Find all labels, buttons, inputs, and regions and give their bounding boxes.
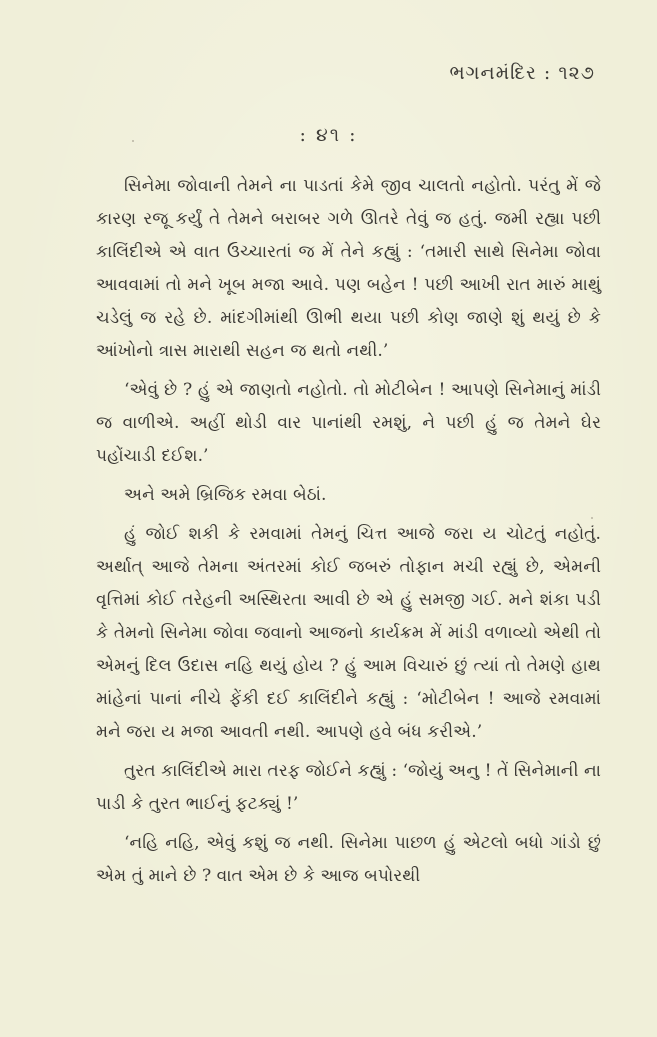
paragraph: હું જોઈ શકી કે રમવામાં તેમનું ચિત્ત આજે જરા ય ચોટતું નહોતું. અર્થાત્ આજે તેમના અંતરમાં કોઈ જબરું તોફાન મચી રહ્યું છે, એમની વૃત્તિમાં કોઈ તરેહની અસ્થિરતા આવી છે એ હું સમજી ગઈ. મને શંકા પડી કે તેમનો સિનેમા જોવા જવાનો આજનો કાર્યક્રમ મેં માંડી વળાવ્યો એથી તો એમનું દિલ ઉદાસ નહિ થયું હોય ? હું આમ વિચારું છું ત્યાં તો તેમણે હાથ માંહેનાં પાનાં નીચે ફેંકી દઈ કાલિંદીને કહ્યું : ‘મોટીબેન ! આજે રમવામાં મને જરા ય મજા આવતી નથી. આપણે હવે બંધ કરીએ.’ [96,524,601,742]
paragraph: ‘નહિ નહિ, એવું કશું જ નથી. સિનેમા પાછળ હું એટલો બધો ગાંડો છું એમ તું માને છે ? વાત એમ છે કે આજ બપોરથી [96,833,601,886]
paragraph: અને અમે બ્રિજિક રમવા બેઠાં. [124,485,327,505]
paragraph: ‘એવું છે ? હું એ જાણતો નહોતો. તો મોટીબેન ! આપણે સિનેમાનું માંડી જ વાળીએ. અહીં થોડી વાર પાનાંથી રમશું, ને પછી હું જ તેમને ઘેર પહોંચાડી દઈશ.’ [96,380,601,466]
paragraph: તુરત કાલિંદીએ મારા તરફ જોઈને કહ્યું : ‘જોયું અનુ ! તેં સિનેમાની ના પાડી કે તુરત ભાઈનું ફટક્યું !’ [96,761,601,814]
chapter-number: : ૪૧ : [299,124,358,146]
running-header: ભગનમંદિર : ૧૨૭ [449,62,595,84]
paragraph: સિનેમા જોવાની તેમને ના પાડતાં કેમે જીવ ચાલતો નહોતો. પરંતુ મેં જે કારણ રજૂ કર્યું તે તેમને બરાબર ગળે ઊતરે તેવું જ હતું. જમી રહ્યા પછી કાલિંદીએ એ વાત ઉચ્ચારતાં જ મેં તેને કહ્યું : ‘તમારી સાથે સિનેમા જોવા આવવામાં તો મને ખૂબ મજા આવે. પણ બહેન ! પછી આખી રાત મારું માથું ચડેલું જ રહે છે. માંદગીમાંથી ઊભી થયા પછી કોણ જાણે શું થયું છે કે આંખોનો ત્રાસ મારાથી સહન જ થતો નથી.’ [96,176,601,361]
paper-speck [591,517,593,519]
body-text [96,170,601,899]
paper-speck [132,140,134,142]
